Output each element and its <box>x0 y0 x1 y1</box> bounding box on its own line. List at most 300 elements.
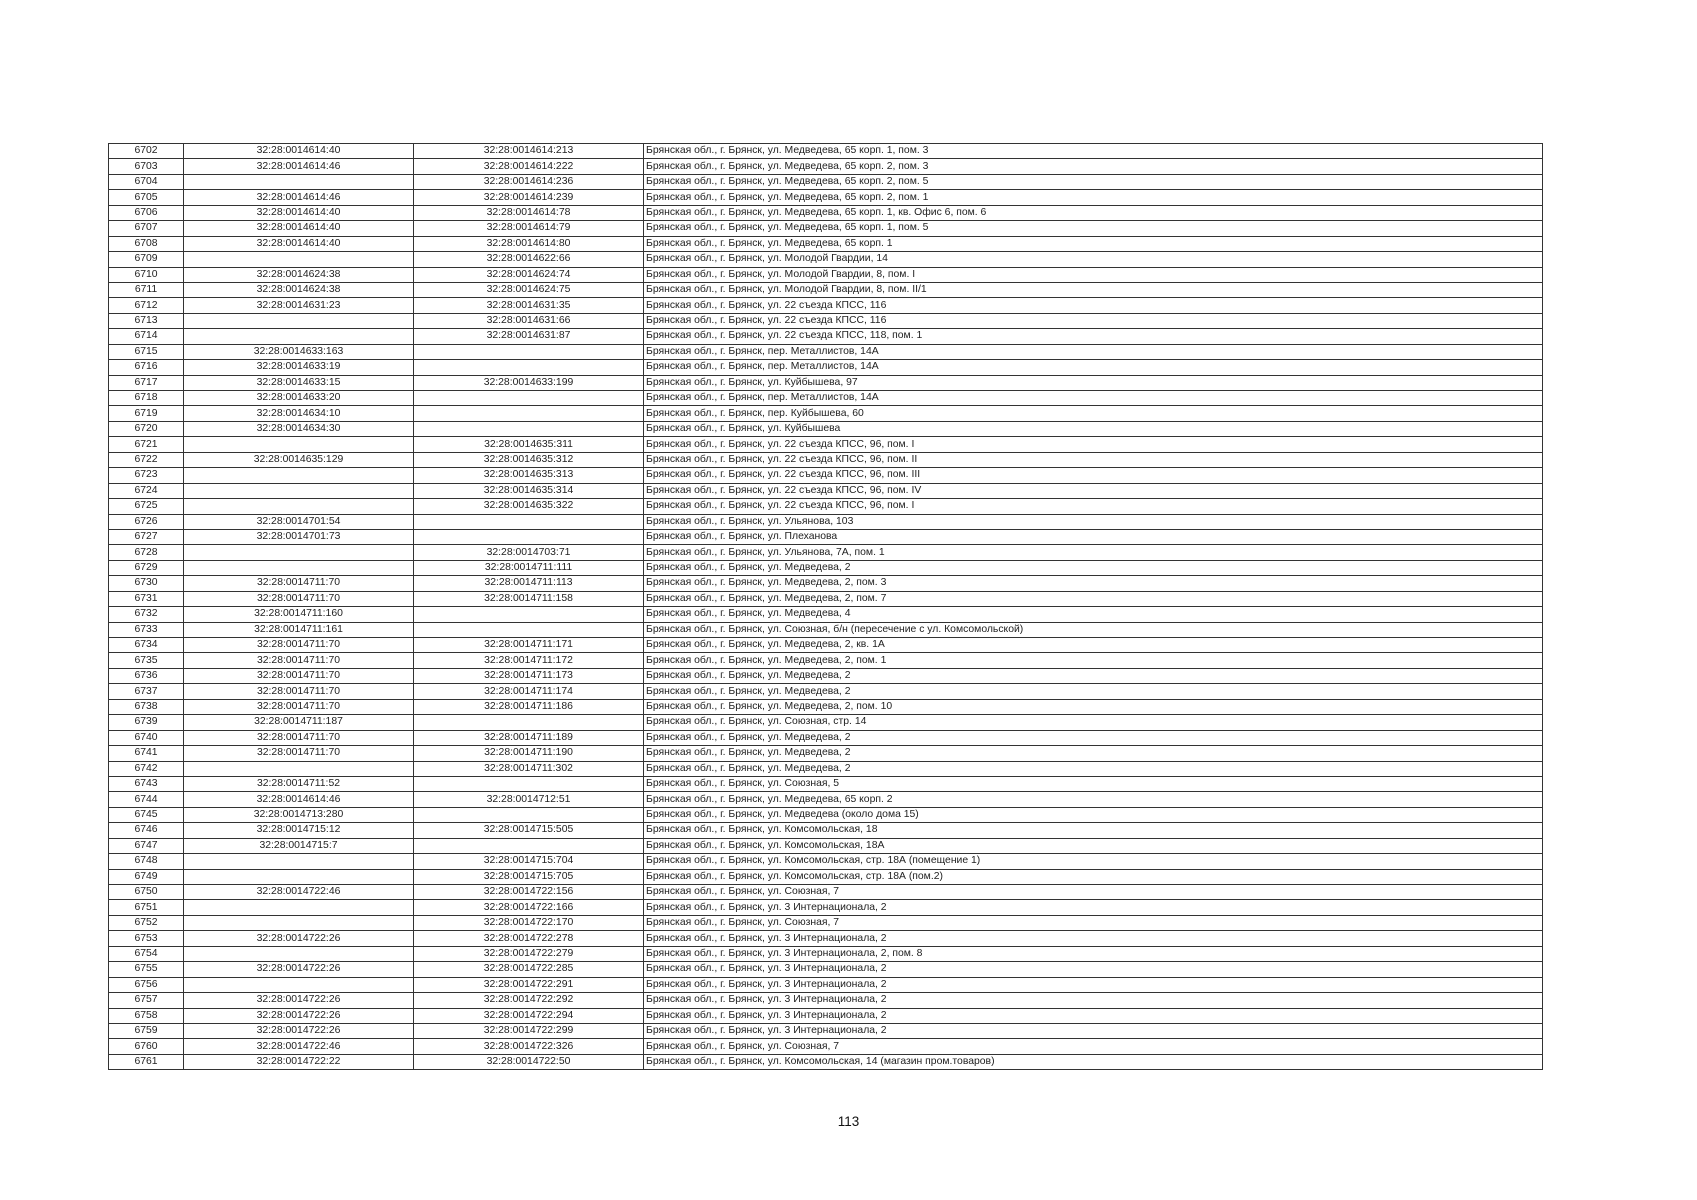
address-cell: Брянская обл., г. Брянск, ул. 22 съезда КПСС, 96, пом. IV <box>644 483 1543 498</box>
table-row <box>109 1023 1543 1038</box>
object-number-cell: 32:28:0014711:111 <box>414 560 644 575</box>
address-cell: Брянская обл., г. Брянск, ул. Молодой Гвардии, 14 <box>644 252 1543 267</box>
address-cell: Брянская обл., г. Брянск, ул. 3 Интернационала, 2 <box>644 993 1543 1008</box>
parcel-number-cell: 32:28:0014715:12 <box>184 823 414 838</box>
object-number-cell: 32:28:0014614:222 <box>414 159 644 174</box>
parcel-number-cell: 32:28:0014633:20 <box>184 391 414 406</box>
table-row <box>109 236 1543 251</box>
row-number-cell: 6718 <box>109 391 184 406</box>
parcel-number-cell <box>184 761 414 776</box>
parcel-number-cell: 32:28:0014701:54 <box>184 514 414 529</box>
parcel-number-cell: 32:28:0014633:163 <box>184 344 414 359</box>
object-number-cell: 32:28:0014722:299 <box>414 1023 644 1038</box>
parcel-number-cell: 32:28:0014722:26 <box>184 1008 414 1023</box>
parcel-number-cell <box>184 437 414 452</box>
parcel-number-cell: 32:28:0014614:40 <box>184 236 414 251</box>
address-cell: Брянская обл., г. Брянск, ул. Союзная, стр. 14 <box>644 715 1543 730</box>
row-number-cell: 6757 <box>109 993 184 1008</box>
row-number-cell: 6751 <box>109 900 184 915</box>
address-cell: Брянская обл., г. Брянск, ул. Куйбышева, 97 <box>644 375 1543 390</box>
object-number-cell: 32:28:0014631:87 <box>414 329 644 344</box>
object-number-cell: 32:28:0014711:171 <box>414 638 644 653</box>
table-row <box>109 915 1543 930</box>
address-cell: Брянская обл., г. Брянск, ул. Медведева, 2 <box>644 730 1543 745</box>
object-number-cell: 32:28:0014703:71 <box>414 545 644 560</box>
object-number-cell: 32:28:0014711:158 <box>414 591 644 606</box>
table-row <box>109 144 1543 159</box>
row-number-cell: 6722 <box>109 452 184 467</box>
address-cell: Брянская обл., г. Брянск, пер. Металлистов, 14А <box>644 344 1543 359</box>
address-cell: Брянская обл., г. Брянск, ул. 22 съезда КПСС, 96, пом. II <box>644 452 1543 467</box>
address-cell: Брянская обл., г. Брянск, ул. 22 съезда КПСС, 116 <box>644 313 1543 328</box>
row-number-cell: 6720 <box>109 421 184 436</box>
row-number-cell: 6719 <box>109 406 184 421</box>
object-number-cell <box>414 360 644 375</box>
object-number-cell <box>414 391 644 406</box>
table-row <box>109 885 1543 900</box>
object-number-cell: 32:28:0014722:166 <box>414 900 644 915</box>
object-number-cell <box>414 514 644 529</box>
object-number-cell <box>414 529 644 544</box>
row-number-cell: 6704 <box>109 174 184 189</box>
row-number-cell: 6744 <box>109 792 184 807</box>
row-number-cell: 6730 <box>109 576 184 591</box>
object-number-cell: 32:28:0014635:311 <box>414 437 644 452</box>
parcel-number-cell: 32:28:0014711:70 <box>184 653 414 668</box>
object-number-cell <box>414 807 644 822</box>
object-number-cell: 32:28:0014722:156 <box>414 885 644 900</box>
object-number-cell <box>414 776 644 791</box>
parcel-number-cell: 32:28:0014614:46 <box>184 159 414 174</box>
address-cell: Брянская обл., г. Брянск, ул. Медведева, 2, пом. 10 <box>644 699 1543 714</box>
row-number-cell: 6736 <box>109 668 184 683</box>
parcel-number-cell: 32:28:0014634:30 <box>184 421 414 436</box>
table-row <box>109 746 1543 761</box>
row-number-cell: 6705 <box>109 190 184 205</box>
parcel-number-cell: 32:28:0014711:160 <box>184 607 414 622</box>
parcel-number-cell: 32:28:0014711:70 <box>184 668 414 683</box>
object-number-cell: 32:28:0014722:292 <box>414 993 644 1008</box>
object-number-cell: 32:28:0014624:74 <box>414 267 644 282</box>
object-number-cell: 32:28:0014614:78 <box>414 205 644 220</box>
table-row <box>109 946 1543 961</box>
address-cell: Брянская обл., г. Брянск, ул. 3 Интернационала, 2 <box>644 1023 1543 1038</box>
table-row <box>109 452 1543 467</box>
address-cell: Брянская обл., г. Брянск, ул. 22 съезда КПСС, 96, пом. I <box>644 437 1543 452</box>
table-row <box>109 699 1543 714</box>
parcel-number-cell: 32:28:0014722:46 <box>184 1039 414 1054</box>
address-cell: Брянская обл., г. Брянск, ул. 3 Интернационала, 2 <box>644 1008 1543 1023</box>
parcel-number-cell: 32:28:0014624:38 <box>184 282 414 297</box>
parcel-number-cell: 32:28:0014711:70 <box>184 638 414 653</box>
table-row <box>109 344 1543 359</box>
table-row <box>109 977 1543 992</box>
object-number-cell: 32:28:0014722:291 <box>414 977 644 992</box>
table-row <box>109 483 1543 498</box>
row-number-cell: 6739 <box>109 715 184 730</box>
table-row <box>109 715 1543 730</box>
row-number-cell: 6710 <box>109 267 184 282</box>
row-number-cell: 6760 <box>109 1039 184 1054</box>
row-number-cell: 6749 <box>109 869 184 884</box>
parcel-number-cell: 32:28:0014711:70 <box>184 591 414 606</box>
table-row <box>109 576 1543 591</box>
table-row <box>109 282 1543 297</box>
object-number-cell: 32:28:0014631:35 <box>414 298 644 313</box>
address-cell: Брянская обл., г. Брянск, ул. 22 съезда КПСС, 116 <box>644 298 1543 313</box>
table-row <box>109 375 1543 390</box>
cadastral-table-body <box>109 144 1543 1070</box>
parcel-number-cell: 32:28:0014713:280 <box>184 807 414 822</box>
table-row <box>109 560 1543 575</box>
row-number-cell: 6716 <box>109 360 184 375</box>
object-number-cell: 32:28:0014622:66 <box>414 252 644 267</box>
table-row <box>109 1008 1543 1023</box>
address-cell: Брянская обл., г. Брянск, ул. Медведева, 2 <box>644 684 1543 699</box>
row-number-cell: 6733 <box>109 622 184 637</box>
table-row <box>109 545 1543 560</box>
address-cell: Брянская обл., г. Брянск, пер. Металлистов, 14А <box>644 360 1543 375</box>
row-number-cell: 6746 <box>109 823 184 838</box>
row-number-cell: 6748 <box>109 854 184 869</box>
address-cell: Брянская обл., г. Брянск, ул. Комсомольская, стр. 18А (помещение 1) <box>644 854 1543 869</box>
row-number-cell: 6717 <box>109 375 184 390</box>
address-cell: Брянская обл., г. Брянск, ул. Комсомольская, стр. 18А (пом.2) <box>644 869 1543 884</box>
parcel-number-cell: 32:28:0014614:40 <box>184 221 414 236</box>
row-number-cell: 6729 <box>109 560 184 575</box>
row-number-cell: 6734 <box>109 638 184 653</box>
object-number-cell <box>414 421 644 436</box>
row-number-cell: 6723 <box>109 468 184 483</box>
table-row <box>109 391 1543 406</box>
parcel-number-cell: 32:28:0014722:46 <box>184 885 414 900</box>
table-row <box>109 514 1543 529</box>
table-row <box>109 869 1543 884</box>
address-cell: Брянская обл., г. Брянск, ул. Медведева, 65 корп. 2, пом. 1 <box>644 190 1543 205</box>
parcel-number-cell <box>184 900 414 915</box>
table-row <box>109 962 1543 977</box>
parcel-number-cell: 32:28:0014711:70 <box>184 576 414 591</box>
row-number-cell: 6742 <box>109 761 184 776</box>
table-row <box>109 406 1543 421</box>
row-number-cell: 6732 <box>109 607 184 622</box>
object-number-cell: 32:28:0014711:174 <box>414 684 644 699</box>
table-row <box>109 776 1543 791</box>
parcel-number-cell <box>184 560 414 575</box>
address-cell: Брянская обл., г. Брянск, ул. Комсомольская, 18А <box>644 838 1543 853</box>
address-cell: Брянская обл., г. Брянск, ул. Ульянова, 7А, пом. 1 <box>644 545 1543 560</box>
parcel-number-cell <box>184 915 414 930</box>
object-number-cell <box>414 406 644 421</box>
table-row <box>109 159 1543 174</box>
object-number-cell: 32:28:0014722:285 <box>414 962 644 977</box>
page-number: 113 <box>837 1114 860 1129</box>
parcel-number-cell <box>184 545 414 560</box>
parcel-number-cell: 32:28:0014635:129 <box>184 452 414 467</box>
parcel-number-cell: 32:28:0014711:52 <box>184 776 414 791</box>
parcel-number-cell: 32:28:0014711:70 <box>184 730 414 745</box>
row-number-cell: 6754 <box>109 946 184 961</box>
table-row <box>109 761 1543 776</box>
object-number-cell: 32:28:0014711:172 <box>414 653 644 668</box>
address-cell: Брянская обл., г. Брянск, ул. Медведева, 2 <box>644 746 1543 761</box>
parcel-number-cell: 32:28:0014701:73 <box>184 529 414 544</box>
object-number-cell: 32:28:0014711:190 <box>414 746 644 761</box>
parcel-number-cell <box>184 468 414 483</box>
row-number-cell: 6731 <box>109 591 184 606</box>
table-row <box>109 823 1543 838</box>
row-number-cell: 6728 <box>109 545 184 560</box>
row-number-cell: 6725 <box>109 499 184 514</box>
row-number-cell: 6735 <box>109 653 184 668</box>
parcel-number-cell <box>184 977 414 992</box>
row-number-cell: 6709 <box>109 252 184 267</box>
object-number-cell: 32:28:0014635:322 <box>414 499 644 514</box>
row-number-cell: 6750 <box>109 885 184 900</box>
row-number-cell: 6714 <box>109 329 184 344</box>
parcel-number-cell: 32:28:0014722:22 <box>184 1054 414 1069</box>
object-number-cell: 32:28:0014711:302 <box>414 761 644 776</box>
address-cell: Брянская обл., г. Брянск, ул. 3 Интернационала, 2 <box>644 931 1543 946</box>
row-number-cell: 6721 <box>109 437 184 452</box>
table-row <box>109 653 1543 668</box>
parcel-number-cell: 32:28:0014722:26 <box>184 931 414 946</box>
address-cell: Брянская обл., г. Брянск, ул. Комсомольская, 14 (магазин пром.товаров) <box>644 1054 1543 1069</box>
row-number-cell: 6715 <box>109 344 184 359</box>
row-number-cell: 6738 <box>109 699 184 714</box>
address-cell: Брянская обл., г. Брянск, ул. Плеханова <box>644 529 1543 544</box>
parcel-number-cell: 32:28:0014711:70 <box>184 684 414 699</box>
object-number-cell: 32:28:0014631:66 <box>414 313 644 328</box>
parcel-number-cell <box>184 329 414 344</box>
object-number-cell: 32:28:0014635:314 <box>414 483 644 498</box>
address-cell: Брянская обл., г. Брянск, ул. Союзная, 7 <box>644 915 1543 930</box>
row-number-cell: 6756 <box>109 977 184 992</box>
row-number-cell: 6712 <box>109 298 184 313</box>
object-number-cell: 32:28:0014711:186 <box>414 699 644 714</box>
row-number-cell: 6726 <box>109 514 184 529</box>
table-row <box>109 267 1543 282</box>
parcel-number-cell: 32:28:0014614:46 <box>184 190 414 205</box>
row-number-cell: 6759 <box>109 1023 184 1038</box>
table-row <box>109 807 1543 822</box>
table-row <box>109 838 1543 853</box>
parcel-number-cell <box>184 869 414 884</box>
parcel-number-cell: 32:28:0014722:26 <box>184 993 414 1008</box>
row-number-cell: 6755 <box>109 962 184 977</box>
parcel-number-cell <box>184 946 414 961</box>
address-cell: Брянская обл., г. Брянск, ул. Ульянова, 103 <box>644 514 1543 529</box>
table-row <box>109 329 1543 344</box>
row-number-cell: 6707 <box>109 221 184 236</box>
address-cell: Брянская обл., г. Брянск, пер. Металлистов, 14А <box>644 391 1543 406</box>
parcel-number-cell: 32:28:0014631:23 <box>184 298 414 313</box>
table-row <box>109 900 1543 915</box>
object-number-cell <box>414 607 644 622</box>
parcel-number-cell: 32:28:0014624:38 <box>184 267 414 282</box>
object-number-cell: 32:28:0014715:505 <box>414 823 644 838</box>
address-cell: Брянская обл., г. Брянск, ул. Медведева, 2 <box>644 668 1543 683</box>
row-number-cell: 6737 <box>109 684 184 699</box>
parcel-number-cell: 32:28:0014614:40 <box>184 144 414 159</box>
address-cell: Брянская обл., г. Брянск, ул. Молодой Гвардии, 8, пом. II/1 <box>644 282 1543 297</box>
row-number-cell: 6747 <box>109 838 184 853</box>
parcel-number-cell: 32:28:0014614:46 <box>184 792 414 807</box>
address-cell: Брянская обл., г. Брянск, ул. 3 Интернационала, 2 <box>644 962 1543 977</box>
address-cell: Брянская обл., г. Брянск, ул. Союзная, 7 <box>644 885 1543 900</box>
row-number-cell: 6745 <box>109 807 184 822</box>
table-row <box>109 437 1543 452</box>
address-cell: Брянская обл., г. Брянск, ул. Медведева, 2, пом. 1 <box>644 653 1543 668</box>
object-number-cell: 32:28:0014722:326 <box>414 1039 644 1054</box>
table-row <box>109 313 1543 328</box>
address-cell: Брянская обл., г. Брянск, ул. 3 Интернационала, 2 <box>644 977 1543 992</box>
address-cell: Брянская обл., г. Брянск, ул. Медведева, 65 корп. 1, пом. 5 <box>644 221 1543 236</box>
row-number-cell: 6761 <box>109 1054 184 1069</box>
parcel-number-cell: 32:28:0014722:26 <box>184 1023 414 1038</box>
table-row <box>109 622 1543 637</box>
object-number-cell: 32:28:0014711:173 <box>414 668 644 683</box>
parcel-number-cell <box>184 499 414 514</box>
object-number-cell: 32:28:0014633:199 <box>414 375 644 390</box>
object-number-cell <box>414 838 644 853</box>
table-row <box>109 252 1543 267</box>
row-number-cell: 6752 <box>109 915 184 930</box>
parcel-number-cell: 32:28:0014711:70 <box>184 746 414 761</box>
object-number-cell: 32:28:0014722:170 <box>414 915 644 930</box>
table-row <box>109 1054 1543 1069</box>
parcel-number-cell: 32:28:0014634:10 <box>184 406 414 421</box>
object-number-cell: 32:28:0014635:312 <box>414 452 644 467</box>
address-cell: Брянская обл., г. Брянск, ул. Медведева, 2, пом. 7 <box>644 591 1543 606</box>
row-number-cell: 6713 <box>109 313 184 328</box>
parcel-number-cell <box>184 174 414 189</box>
object-number-cell: 32:28:0014722:294 <box>414 1008 644 1023</box>
parcel-number-cell: 32:28:0014722:26 <box>184 962 414 977</box>
row-number-cell: 6741 <box>109 746 184 761</box>
object-number-cell: 32:28:0014624:75 <box>414 282 644 297</box>
table-row <box>109 730 1543 745</box>
address-cell: Брянская обл., г. Брянск, ул. Союзная, 5 <box>644 776 1543 791</box>
row-number-cell: 6724 <box>109 483 184 498</box>
row-number-cell: 6703 <box>109 159 184 174</box>
address-cell: Брянская обл., г. Брянск, ул. Союзная, б/н (пересечение с ул. Комсомольской) <box>644 622 1543 637</box>
table-row <box>109 668 1543 683</box>
object-number-cell: 32:28:0014722:279 <box>414 946 644 961</box>
row-number-cell: 6743 <box>109 776 184 791</box>
object-number-cell: 32:28:0014614:80 <box>414 236 644 251</box>
table-row <box>109 190 1543 205</box>
address-cell: Брянская обл., г. Брянск, ул. Медведева, 65 корп. 1, кв. Офис 6, пом. 6 <box>644 205 1543 220</box>
address-cell: Брянская обл., г. Брянск, ул. Молодой Гвардии, 8, пом. I <box>644 267 1543 282</box>
address-cell: Брянская обл., г. Брянск, ул. Медведева, 65 корп. 1, пом. 3 <box>644 144 1543 159</box>
object-number-cell: 32:28:0014715:704 <box>414 854 644 869</box>
object-number-cell: 32:28:0014635:313 <box>414 468 644 483</box>
parcel-number-cell: 32:28:0014711:187 <box>184 715 414 730</box>
cadastral-table <box>108 143 1543 1070</box>
row-number-cell: 6758 <box>109 1008 184 1023</box>
address-cell: Брянская обл., г. Брянск, ул. Медведева, 65 корп. 2, пом. 5 <box>644 174 1543 189</box>
address-cell: Брянская обл., г. Брянск, ул. Куйбышева <box>644 421 1543 436</box>
object-number-cell: 32:28:0014722:278 <box>414 931 644 946</box>
address-cell: Брянская обл., г. Брянск, ул. 3 Интернационала, 2, пом. 8 <box>644 946 1543 961</box>
table-row <box>109 421 1543 436</box>
parcel-number-cell: 32:28:0014715:7 <box>184 838 414 853</box>
address-cell: Брянская обл., г. Брянск, ул. 3 Интернационала, 2 <box>644 900 1543 915</box>
address-cell: Брянская обл., г. Брянск, ул. 22 съезда КПСС, 96, пом. I <box>644 499 1543 514</box>
address-cell: Брянская обл., г. Брянск, ул. Медведева, 2, пом. 3 <box>644 576 1543 591</box>
address-cell: Брянская обл., г. Брянск, ул. Медведева, 2 <box>644 761 1543 776</box>
object-number-cell <box>414 715 644 730</box>
parcel-number-cell <box>184 252 414 267</box>
object-number-cell: 32:28:0014715:705 <box>414 869 644 884</box>
parcel-number-cell <box>184 313 414 328</box>
object-number-cell: 32:28:0014614:79 <box>414 221 644 236</box>
object-number-cell: 32:28:0014614:213 <box>414 144 644 159</box>
object-number-cell: 32:28:0014712:51 <box>414 792 644 807</box>
object-number-cell: 32:28:0014711:113 <box>414 576 644 591</box>
row-number-cell: 6711 <box>109 282 184 297</box>
row-number-cell: 6702 <box>109 144 184 159</box>
table-row <box>109 298 1543 313</box>
object-number-cell: 32:28:0014614:239 <box>414 190 644 205</box>
row-number-cell: 6740 <box>109 730 184 745</box>
address-cell: Брянская обл., г. Брянск, пер. Куйбышева, 60 <box>644 406 1543 421</box>
table-row <box>109 931 1543 946</box>
row-number-cell: 6706 <box>109 205 184 220</box>
address-cell: Брянская обл., г. Брянск, ул. 22 съезда КПСС, 96, пом. III <box>644 468 1543 483</box>
table-row <box>109 591 1543 606</box>
object-number-cell: 32:28:0014722:50 <box>414 1054 644 1069</box>
object-number-cell: 32:28:0014711:189 <box>414 730 644 745</box>
address-cell: Брянская обл., г. Брянск, ул. Медведева (около дома 15) <box>644 807 1543 822</box>
table-row <box>109 993 1543 1008</box>
table-row <box>109 1039 1543 1054</box>
address-cell: Брянская обл., г. Брянск, ул. Медведева, 65 корп. 2 <box>644 792 1543 807</box>
object-number-cell <box>414 622 644 637</box>
parcel-number-cell: 32:28:0014711:161 <box>184 622 414 637</box>
address-cell: Брянская обл., г. Брянск, ул. Союзная, 7 <box>644 1039 1543 1054</box>
table-row <box>109 684 1543 699</box>
address-cell: Брянская обл., г. Брянск, ул. Медведева, 65 корп. 2, пом. 3 <box>644 159 1543 174</box>
table-row <box>109 205 1543 220</box>
parcel-number-cell: 32:28:0014711:70 <box>184 699 414 714</box>
address-cell: Брянская обл., г. Брянск, ул. 22 съезда КПСС, 118, пом. 1 <box>644 329 1543 344</box>
row-number-cell: 6708 <box>109 236 184 251</box>
table-row <box>109 607 1543 622</box>
row-number-cell: 6753 <box>109 931 184 946</box>
object-number-cell <box>414 344 644 359</box>
parcel-number-cell: 32:28:0014614:40 <box>184 205 414 220</box>
address-cell: Брянская обл., г. Брянск, ул. Медведева, 65 корп. 1 <box>644 236 1543 251</box>
row-number-cell: 6727 <box>109 529 184 544</box>
table-row <box>109 499 1543 514</box>
parcel-number-cell <box>184 854 414 869</box>
address-cell: Брянская обл., г. Брянск, ул. Медведева, 2, кв. 1А <box>644 638 1543 653</box>
object-number-cell: 32:28:0014614:236 <box>414 174 644 189</box>
parcel-number-cell: 32:28:0014633:15 <box>184 375 414 390</box>
table-row <box>109 360 1543 375</box>
address-cell: Брянская обл., г. Брянск, ул. Медведева, 4 <box>644 607 1543 622</box>
table-row <box>109 792 1543 807</box>
parcel-number-cell <box>184 483 414 498</box>
table-row <box>109 529 1543 544</box>
table-row <box>109 854 1543 869</box>
table-row <box>109 221 1543 236</box>
parcel-number-cell: 32:28:0014633:19 <box>184 360 414 375</box>
address-cell: Брянская обл., г. Брянск, ул. Медведева, 2 <box>644 560 1543 575</box>
table-row <box>109 638 1543 653</box>
